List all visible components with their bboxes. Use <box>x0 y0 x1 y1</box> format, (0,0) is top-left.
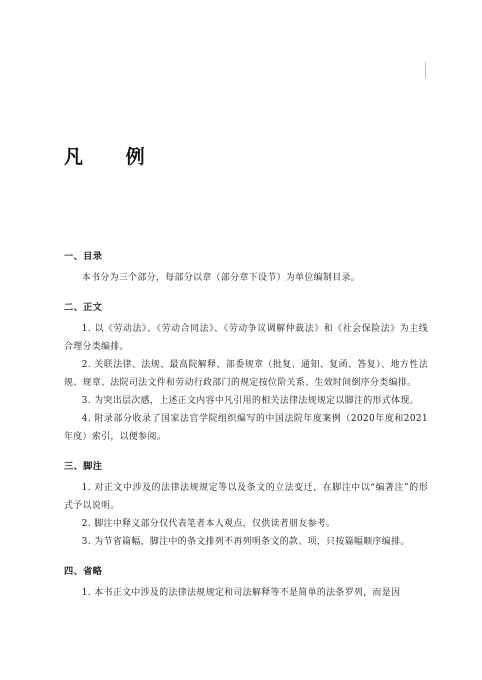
section-heading: 一、目录 <box>64 251 103 262</box>
paragraph: 本书分为三个部分，每部分以章（部分章下设节）为单位编制目录。 <box>81 273 361 283</box>
paragraph: 1. 本书正文中涉及的法律法规规定和司法解释等不是简单的法条罗列，而是因 <box>81 588 401 598</box>
paragraph: 1. 对正文中涉及的法律法规规定等以及条文的立法变迁，在脚注中以“编著注”的形式予以说明。 <box>64 483 428 511</box>
section-heading: 二、正文 <box>64 302 103 313</box>
document-body <box>64 248 428 614</box>
paragraph: 4. 附录部分收录了国家法官学院组织编写的中国法院年度案例（2020年度和2021年度）索引，以便参阅。 <box>64 414 428 442</box>
section-heading: 三、脚注 <box>64 461 103 472</box>
page-edge-mark <box>425 62 426 78</box>
section-contents <box>64 248 428 287</box>
page-title: 凡 例 <box>64 146 163 168</box>
paragraph: 1. 以《劳动法》、《劳动合同法》、《劳动争议调解仲裁法》和《社会保险法》为主线合理分类编排。 <box>64 324 428 352</box>
section-footnotes <box>64 458 428 551</box>
section-heading: 四、省略 <box>64 566 103 577</box>
paragraph: 2. 脚注中释义部分仅代表笔者本人观点，仅供读者朋友参考。 <box>81 519 336 529</box>
paragraph: 3. 为节省篇幅，脚注中的条文排列不再列明条文的款、项，只按篇幅顺序编排。 <box>81 537 410 547</box>
paragraph: 2. 关联法律、法规、最高院解释、部委规章（批复、通知、复函、答复）、地方性法规、规章、法院司法文件和劳动行政部门的规定按位阶关系、生效时间倒序分类编排。 <box>64 360 428 388</box>
paragraph: 3. 为突出层次感，上述正文内容中凡引用的相关法律法规规定以脚注的形式体现。 <box>81 396 419 406</box>
section-omission <box>64 563 428 602</box>
section-main-text <box>64 299 428 446</box>
